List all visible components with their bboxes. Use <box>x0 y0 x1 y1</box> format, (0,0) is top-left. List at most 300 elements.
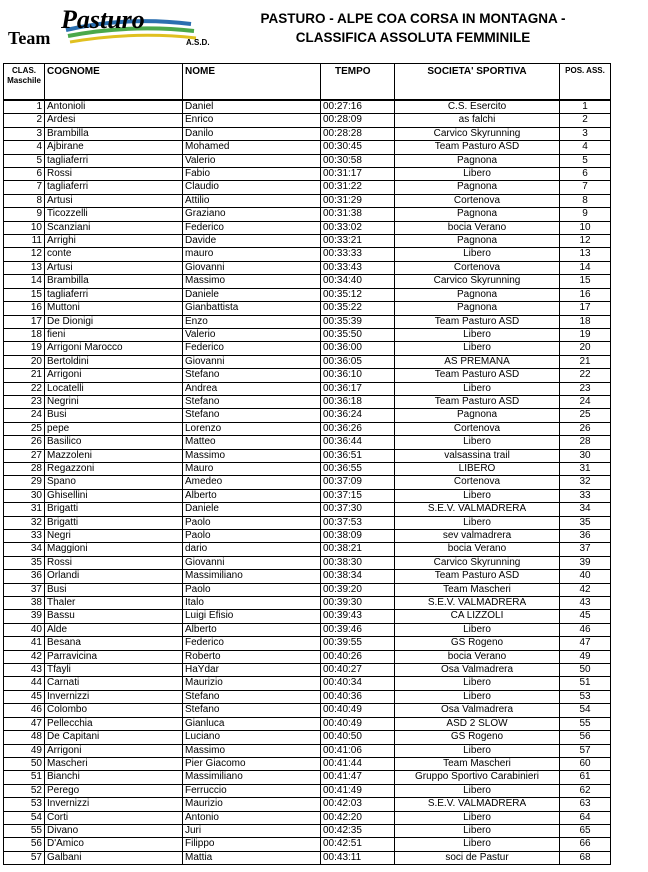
cell-abs-position: 6 <box>560 168 611 181</box>
cell-time: 00:42:03 <box>321 798 395 811</box>
cell-abs-position: 65 <box>560 824 611 837</box>
cell-position: 45 <box>4 690 45 703</box>
page-title <box>232 9 594 47</box>
cell-name: Pier Giacomo <box>183 757 321 770</box>
cell-name: Luigi Efisio <box>183 610 321 623</box>
cell-surname: Bertoldini <box>45 355 183 368</box>
cell-club: C.S. Esercito <box>395 100 560 114</box>
cell-position: 17 <box>4 315 45 328</box>
cell-club: Team Pasturo ASD <box>395 141 560 154</box>
cell-name: Lorenzo <box>183 422 321 435</box>
cell-position: 50 <box>4 757 45 770</box>
cell-position: 57 <box>4 851 45 864</box>
title-line-2: CLASSIFICA ASSOLUTA FEMMINILE <box>295 30 531 45</box>
cell-name: Luciano <box>183 731 321 744</box>
table-row <box>4 650 611 663</box>
cell-abs-position: 34 <box>560 503 611 516</box>
cell-name: Andrea <box>183 382 321 395</box>
table-row <box>4 516 611 529</box>
header-pos-ass: POS. ASS. <box>560 64 611 101</box>
table-row <box>4 221 611 234</box>
cell-position: 39 <box>4 610 45 623</box>
cell-time: 00:41:44 <box>321 757 395 770</box>
table-row <box>4 583 611 596</box>
cell-surname: Perego <box>45 784 183 797</box>
cell-abs-position: 16 <box>560 288 611 301</box>
cell-time: 00:36:44 <box>321 436 395 449</box>
cell-abs-position: 61 <box>560 771 611 784</box>
table-row <box>4 248 611 261</box>
cell-time: 00:37:09 <box>321 476 395 489</box>
cell-name: Alberto <box>183 489 321 502</box>
cell-position: 48 <box>4 731 45 744</box>
cell-club: Team Pasturo ASD <box>395 369 560 382</box>
cell-abs-position: 42 <box>560 583 611 596</box>
cell-surname: Rossi <box>45 168 183 181</box>
cell-surname: De Dionigi <box>45 315 183 328</box>
cell-position: 15 <box>4 288 45 301</box>
cell-surname: Thaler <box>45 597 183 610</box>
cell-time: 00:39:55 <box>321 637 395 650</box>
cell-abs-position: 68 <box>560 851 611 864</box>
cell-surname: Artusi <box>45 261 183 274</box>
cell-abs-position: 25 <box>560 409 611 422</box>
cell-time: 00:40:27 <box>321 664 395 677</box>
cell-club: AS PREMANA <box>395 355 560 368</box>
table-row <box>4 342 611 355</box>
table-row <box>4 194 611 207</box>
cell-abs-position: 49 <box>560 650 611 663</box>
cell-surname: Negrini <box>45 395 183 408</box>
table-row <box>4 114 611 127</box>
cell-time: 00:28:09 <box>321 114 395 127</box>
cell-surname: Busi <box>45 409 183 422</box>
cell-position: 44 <box>4 677 45 690</box>
cell-name: Gianluca <box>183 717 321 730</box>
cell-abs-position: 33 <box>560 489 611 502</box>
cell-time: 00:40:50 <box>321 731 395 744</box>
cell-surname: D'Amico <box>45 838 183 851</box>
cell-name: Giovanni <box>183 261 321 274</box>
cell-position: 16 <box>4 302 45 315</box>
table-row <box>4 784 611 797</box>
cell-time: 00:39:46 <box>321 623 395 636</box>
cell-abs-position: 37 <box>560 543 611 556</box>
cell-abs-position: 14 <box>560 261 611 274</box>
cell-time: 00:36:18 <box>321 395 395 408</box>
cell-time: 00:35:12 <box>321 288 395 301</box>
cell-position: 40 <box>4 623 45 636</box>
cell-surname: Locatelli <box>45 382 183 395</box>
cell-name: Paolo <box>183 516 321 529</box>
cell-club: bocia Verano <box>395 543 560 556</box>
table-row <box>4 744 611 757</box>
cell-time: 00:38:34 <box>321 570 395 583</box>
cell-abs-position: 28 <box>560 436 611 449</box>
cell-club: Libero <box>395 382 560 395</box>
cell-position: 38 <box>4 597 45 610</box>
table-row <box>4 476 611 489</box>
cell-time: 00:36:17 <box>321 382 395 395</box>
cell-surname: Alde <box>45 623 183 636</box>
table-row <box>4 597 611 610</box>
cell-abs-position: 57 <box>560 744 611 757</box>
cell-abs-position: 45 <box>560 610 611 623</box>
cell-name: Stefano <box>183 704 321 717</box>
cell-position: 3 <box>4 127 45 140</box>
cell-name: Mattia <box>183 851 321 864</box>
cell-time: 00:31:38 <box>321 208 395 221</box>
cell-surname: Invernizzi <box>45 690 183 703</box>
cell-club: Libero <box>395 248 560 261</box>
cell-position: 21 <box>4 369 45 382</box>
cell-name: Massimo <box>183 275 321 288</box>
cell-surname: Antonioli <box>45 100 183 114</box>
cell-surname: Ajbirane <box>45 141 183 154</box>
cell-club: Libero <box>395 516 560 529</box>
cell-abs-position: 66 <box>560 838 611 851</box>
cell-abs-position: 21 <box>560 355 611 368</box>
cell-time: 00:31:22 <box>321 181 395 194</box>
cell-surname: Arrigoni <box>45 369 183 382</box>
cell-name: Daniel <box>183 100 321 114</box>
table-row <box>4 677 611 690</box>
cell-surname: tagliaferri <box>45 288 183 301</box>
cell-name: Mohamed <box>183 141 321 154</box>
cell-name: Maurizio <box>183 798 321 811</box>
cell-position: 10 <box>4 221 45 234</box>
cell-name: Antonio <box>183 811 321 824</box>
cell-club: Team Mascheri <box>395 757 560 770</box>
cell-club: soci de Pastur <box>395 851 560 864</box>
header-cognome: COGNOME <box>45 64 183 101</box>
cell-surname: Brambilla <box>45 275 183 288</box>
cell-position: 22 <box>4 382 45 395</box>
cell-time: 00:41:06 <box>321 744 395 757</box>
cell-surname: Parravicina <box>45 650 183 663</box>
cell-name: Giovanni <box>183 556 321 569</box>
cell-abs-position: 5 <box>560 154 611 167</box>
cell-surname: Mascheri <box>45 757 183 770</box>
table-row <box>4 100 611 114</box>
cell-surname: Ticozzelli <box>45 208 183 221</box>
cell-club: Libero <box>395 436 560 449</box>
cell-abs-position: 36 <box>560 530 611 543</box>
cell-position: 11 <box>4 235 45 248</box>
cell-club: bocia Verano <box>395 650 560 663</box>
cell-time: 00:39:20 <box>321 583 395 596</box>
cell-name: Enzo <box>183 315 321 328</box>
cell-name: Massimo <box>183 744 321 757</box>
cell-surname: Ardesi <box>45 114 183 127</box>
table-row <box>4 489 611 502</box>
table-row <box>4 369 611 382</box>
cell-club: S.E.V. VALMADRERA <box>395 503 560 516</box>
cell-time: 00:37:53 <box>321 516 395 529</box>
cell-name: Claudio <box>183 181 321 194</box>
cell-club: Pagnona <box>395 409 560 422</box>
cell-surname: Invernizzi <box>45 798 183 811</box>
cell-time: 00:40:49 <box>321 704 395 717</box>
cell-time: 00:42:20 <box>321 811 395 824</box>
table-row <box>4 288 611 301</box>
cell-abs-position: 32 <box>560 476 611 489</box>
cell-time: 00:38:09 <box>321 530 395 543</box>
cell-surname: Scanziani <box>45 221 183 234</box>
cell-position: 7 <box>4 181 45 194</box>
cell-position: 54 <box>4 811 45 824</box>
cell-position: 29 <box>4 476 45 489</box>
cell-position: 24 <box>4 409 45 422</box>
table-row <box>4 851 611 864</box>
cell-abs-position: 17 <box>560 302 611 315</box>
cell-position: 49 <box>4 744 45 757</box>
cell-position: 2 <box>4 114 45 127</box>
cell-name: Paolo <box>183 530 321 543</box>
cell-position: 27 <box>4 449 45 462</box>
cell-name: Massimiliano <box>183 771 321 784</box>
table-row <box>4 824 611 837</box>
cell-time: 00:38:30 <box>321 556 395 569</box>
cell-abs-position: 1 <box>560 100 611 114</box>
cell-position: 32 <box>4 516 45 529</box>
cell-name: Attilio <box>183 194 321 207</box>
cell-time: 00:41:47 <box>321 771 395 784</box>
cell-club: Pagnona <box>395 288 560 301</box>
cell-club: S.E.V. VALMADRERA <box>395 597 560 610</box>
cell-time: 00:36:10 <box>321 369 395 382</box>
cell-abs-position: 31 <box>560 462 611 475</box>
table-row <box>4 208 611 221</box>
header-societa: SOCIETA' SPORTIVA <box>395 64 560 101</box>
table-row <box>4 543 611 556</box>
cell-name: Maurizio <box>183 677 321 690</box>
results-table <box>3 63 611 865</box>
table-row <box>4 503 611 516</box>
cell-club: as falchi <box>395 114 560 127</box>
cell-abs-position: 13 <box>560 248 611 261</box>
cell-time: 00:43:11 <box>321 851 395 864</box>
table-row <box>4 436 611 449</box>
cell-club: Libero <box>395 677 560 690</box>
cell-club: GS Rogeno <box>395 731 560 744</box>
cell-position: 47 <box>4 717 45 730</box>
cell-club: CA LIZZOLI <box>395 610 560 623</box>
cell-time: 00:41:49 <box>321 784 395 797</box>
cell-name: Stefano <box>183 369 321 382</box>
cell-position: 23 <box>4 395 45 408</box>
cell-abs-position: 35 <box>560 516 611 529</box>
cell-club: valsassina trail <box>395 449 560 462</box>
cell-name: Gianbattista <box>183 302 321 315</box>
team-pasturo-logo <box>6 4 231 48</box>
table-row <box>4 838 611 851</box>
cell-time: 00:33:21 <box>321 235 395 248</box>
cell-name: Filippo <box>183 838 321 851</box>
cell-surname: Mazzoleni <box>45 449 183 462</box>
cell-name: Juri <box>183 824 321 837</box>
cell-position: 19 <box>4 342 45 355</box>
cell-name: Valerio <box>183 328 321 341</box>
cell-name: Amedeo <box>183 476 321 489</box>
cell-name: Federico <box>183 342 321 355</box>
cell-position: 20 <box>4 355 45 368</box>
cell-abs-position: 9 <box>560 208 611 221</box>
cell-abs-position: 18 <box>560 315 611 328</box>
cell-surname: Bassu <box>45 610 183 623</box>
cell-position: 8 <box>4 194 45 207</box>
cell-surname: Pellecchia <box>45 717 183 730</box>
table-row <box>4 168 611 181</box>
table-row <box>4 757 611 770</box>
cell-club: ASD 2 SLOW <box>395 717 560 730</box>
cell-time: 00:40:49 <box>321 717 395 730</box>
cell-position: 4 <box>4 141 45 154</box>
cell-abs-position: 23 <box>560 382 611 395</box>
table-row <box>4 704 611 717</box>
cell-name: Roberto <box>183 650 321 663</box>
cell-surname: Muttoni <box>45 302 183 315</box>
cell-abs-position: 50 <box>560 664 611 677</box>
cell-position: 34 <box>4 543 45 556</box>
cell-club: Team Mascheri <box>395 583 560 596</box>
cell-abs-position: 20 <box>560 342 611 355</box>
cell-position: 46 <box>4 704 45 717</box>
cell-name: Daniele <box>183 503 321 516</box>
cell-name: HaYdar <box>183 664 321 677</box>
cell-position: 42 <box>4 650 45 663</box>
table-row <box>4 382 611 395</box>
cell-surname: Brambilla <box>45 127 183 140</box>
logo-pasturo-text: Pasturo <box>61 5 145 34</box>
cell-name: Mauro <box>183 462 321 475</box>
table-row <box>4 302 611 315</box>
cell-name: mauro <box>183 248 321 261</box>
cell-club: Carvico Skyrunning <box>395 556 560 569</box>
cell-surname: Bianchi <box>45 771 183 784</box>
cell-time: 00:27:16 <box>321 100 395 114</box>
table-row <box>4 275 611 288</box>
logo-asd-text: A.S.D. <box>186 38 210 47</box>
cell-club: Libero <box>395 328 560 341</box>
header-row <box>4 64 611 101</box>
cell-club: S.E.V. VALMADRERA <box>395 798 560 811</box>
cell-club: Libero <box>395 811 560 824</box>
cell-surname: Busi <box>45 583 183 596</box>
cell-name: dario <box>183 543 321 556</box>
cell-club: Pagnona <box>395 154 560 167</box>
cell-club: Osa Valmadrera <box>395 664 560 677</box>
cell-surname: Arrigoni <box>45 744 183 757</box>
cell-abs-position: 63 <box>560 798 611 811</box>
cell-time: 00:36:05 <box>321 355 395 368</box>
cell-position: 51 <box>4 771 45 784</box>
table-row <box>4 610 611 623</box>
cell-position: 56 <box>4 838 45 851</box>
cell-name: Stefano <box>183 409 321 422</box>
cell-club: Pagnona <box>395 181 560 194</box>
table-row <box>4 462 611 475</box>
cell-name: Massimo <box>183 449 321 462</box>
cell-name: Stefano <box>183 395 321 408</box>
cell-name: Enrico <box>183 114 321 127</box>
cell-club: Pagnona <box>395 235 560 248</box>
table-row <box>4 771 611 784</box>
cell-time: 00:28:28 <box>321 127 395 140</box>
cell-club: Libero <box>395 623 560 636</box>
cell-abs-position: 55 <box>560 717 611 730</box>
cell-club: Cortenova <box>395 194 560 207</box>
cell-surname: Orlandi <box>45 570 183 583</box>
cell-abs-position: 3 <box>560 127 611 140</box>
cell-surname: Galbani <box>45 851 183 864</box>
cell-time: 00:37:30 <box>321 503 395 516</box>
title-line-1: PASTURO - ALPE COA CORSA IN MONTAGNA - <box>260 11 566 26</box>
logo-team-text: Team <box>8 28 51 48</box>
header-tempo: TEMPO <box>321 64 395 101</box>
table-row <box>4 556 611 569</box>
cell-surname: tagliaferri <box>45 181 183 194</box>
cell-name: Giovanni <box>183 355 321 368</box>
cell-abs-position: 26 <box>560 422 611 435</box>
table-row <box>4 422 611 435</box>
table-row <box>4 570 611 583</box>
cell-abs-position: 39 <box>560 556 611 569</box>
table-row <box>4 181 611 194</box>
cell-time: 00:31:29 <box>321 194 395 207</box>
cell-abs-position: 12 <box>560 235 611 248</box>
cell-name: Fabio <box>183 168 321 181</box>
cell-name: Stefano <box>183 690 321 703</box>
cell-position: 1 <box>4 100 45 114</box>
cell-position: 37 <box>4 583 45 596</box>
cell-club: Libero <box>395 824 560 837</box>
cell-name: Valerio <box>183 154 321 167</box>
cell-time: 00:36:00 <box>321 342 395 355</box>
cell-surname: Maggioni <box>45 543 183 556</box>
cell-club: Team Pasturo ASD <box>395 315 560 328</box>
cell-surname: Colombo <box>45 704 183 717</box>
cell-club: LIBERO <box>395 462 560 475</box>
cell-club: Libero <box>395 489 560 502</box>
cell-name: Paolo <box>183 583 321 596</box>
cell-name: Danilo <box>183 127 321 140</box>
cell-club: Cortenova <box>395 422 560 435</box>
cell-surname: Corti <box>45 811 183 824</box>
cell-surname: Rossi <box>45 556 183 569</box>
table-row <box>4 261 611 274</box>
cell-time: 00:42:51 <box>321 838 395 851</box>
cell-name: Massimiliano <box>183 570 321 583</box>
cell-name: Italo <box>183 597 321 610</box>
cell-club: Libero <box>395 838 560 851</box>
cell-time: 00:40:26 <box>321 650 395 663</box>
cell-club: Carvico Skyrunning <box>395 275 560 288</box>
header-clas: CLAS. Maschile <box>4 64 45 101</box>
cell-time: 00:33:02 <box>321 221 395 234</box>
cell-abs-position: 4 <box>560 141 611 154</box>
cell-time: 00:39:43 <box>321 610 395 623</box>
cell-abs-position: 46 <box>560 623 611 636</box>
cell-time: 00:36:51 <box>321 449 395 462</box>
cell-position: 28 <box>4 462 45 475</box>
cell-position: 26 <box>4 436 45 449</box>
cell-time: 00:36:26 <box>321 422 395 435</box>
cell-time: 00:35:39 <box>321 315 395 328</box>
results-body <box>4 100 611 865</box>
cell-position: 31 <box>4 503 45 516</box>
cell-time: 00:36:55 <box>321 462 395 475</box>
